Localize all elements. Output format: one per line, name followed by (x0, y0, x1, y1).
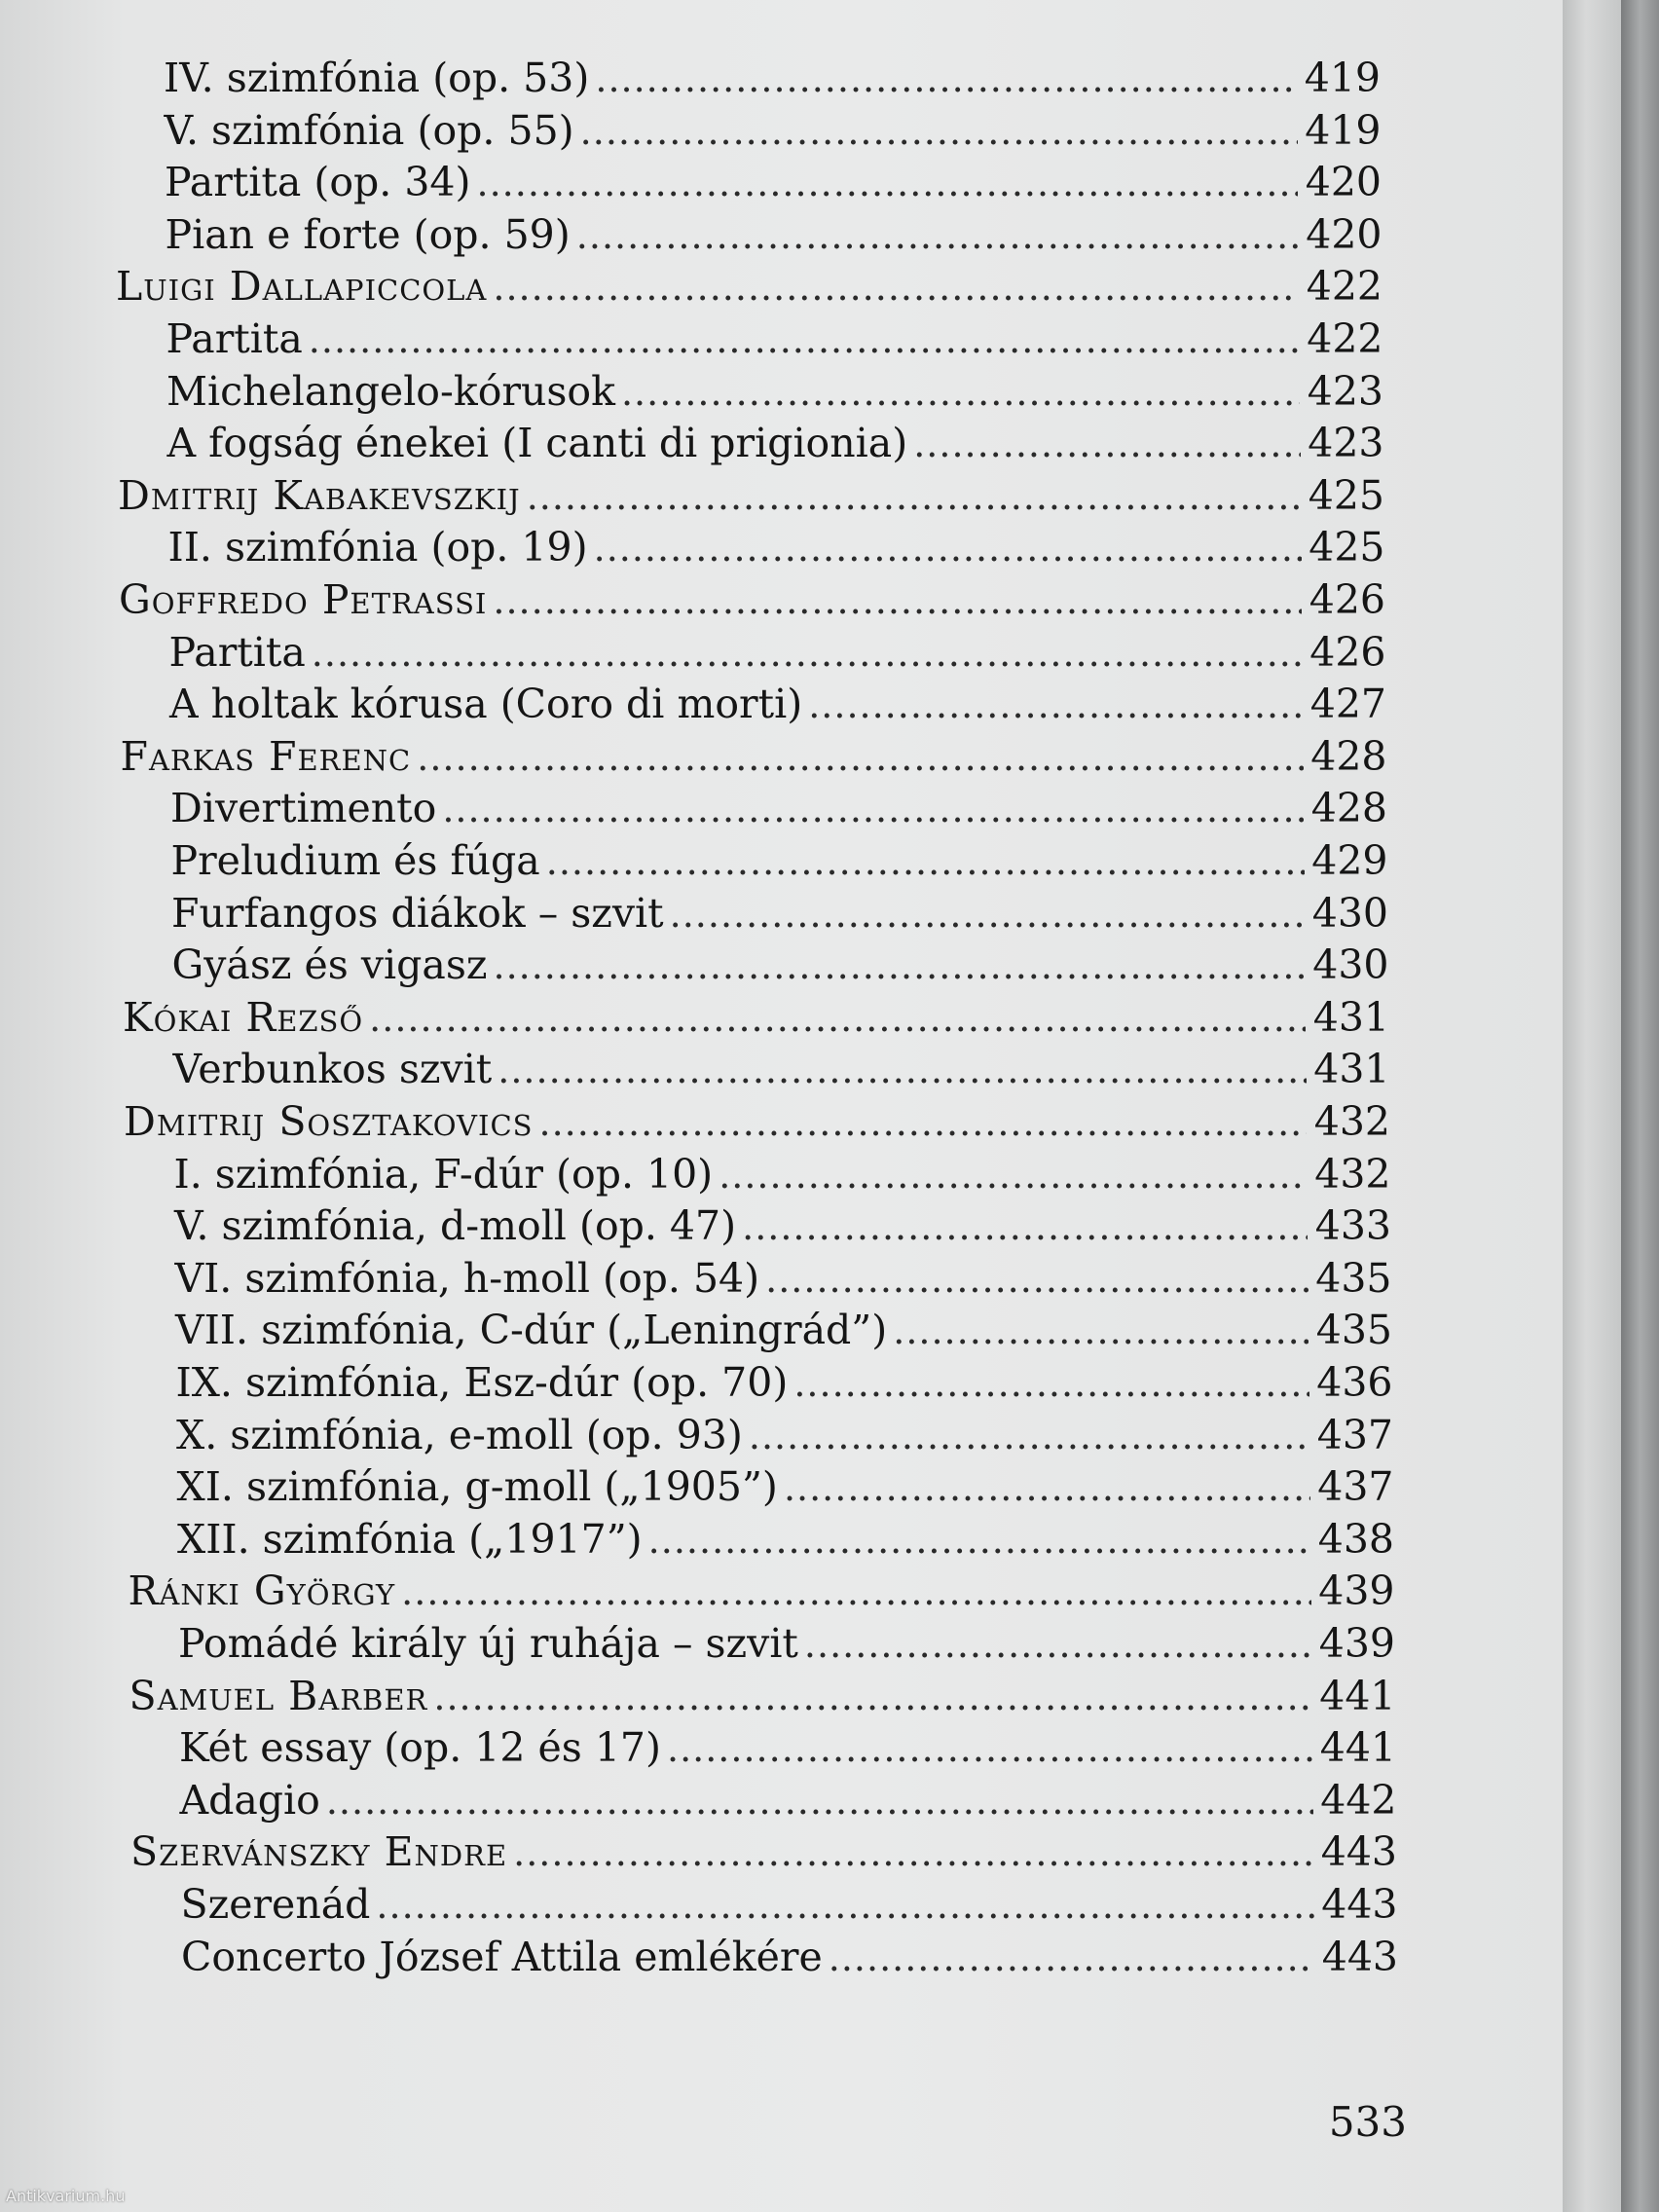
toc-entry-page: 423 (1308, 420, 1384, 467)
toc-entry-page: 423 (1307, 367, 1383, 415)
toc-entry-title: Verbunkos szvit (172, 1046, 493, 1093)
toc-work-row (166, 365, 1383, 418)
dot-leader (829, 1932, 1314, 1984)
toc-entry-title: Pian e forte (op. 59) (165, 210, 571, 258)
toc-work-row (174, 1148, 1391, 1200)
toc-author-row (130, 1825, 1397, 1878)
toc-work-row (180, 1774, 1397, 1826)
dot-leader (784, 1461, 1310, 1514)
toc-entry-page: 439 (1318, 1620, 1395, 1667)
toc-entry-title: Gyász és vigasz (171, 941, 488, 989)
toc-entry-page: 422 (1307, 315, 1383, 362)
toc-entry-page: 431 (1312, 993, 1389, 1041)
page-number: 533 (1328, 2098, 1407, 2146)
toc-entry-title: Pomádé király új ruhája – szvit (178, 1620, 798, 1667)
toc-entry-page: 442 (1320, 1776, 1397, 1824)
toc-author-row (129, 1670, 1396, 1722)
toc-entry-title: Samuel Barber (129, 1672, 428, 1719)
toc-entry-page: 428 (1310, 732, 1387, 780)
toc-entry-page: 430 (1312, 941, 1389, 989)
toc-work-row (171, 887, 1388, 940)
dot-leader (621, 366, 1300, 419)
toc-entry-title: V. szimfónia (op. 55) (164, 106, 574, 154)
toc-work-row (172, 939, 1389, 991)
dot-leader (742, 1200, 1308, 1253)
toc-entry-title: Partita (166, 315, 303, 362)
toc-work-row (179, 1721, 1396, 1774)
toc-entry-page: 443 (1321, 1881, 1398, 1928)
toc-entry-title: Ránki György (128, 1567, 396, 1615)
toc-work-row (173, 1043, 1390, 1095)
dot-leader (576, 209, 1299, 262)
toc-entry-page: 441 (1319, 1724, 1396, 1772)
toc-entry-page: 419 (1305, 106, 1382, 154)
toc-entry-page: 426 (1309, 576, 1385, 623)
toc-entry-title: Két essay (op. 12 és 17) (179, 1724, 661, 1772)
toc-entry-page: 425 (1308, 471, 1384, 519)
toc-work-row (166, 313, 1383, 365)
toc-entry-title: Divertimento (170, 785, 437, 832)
toc-work-row (174, 1199, 1391, 1252)
toc-entry-page: 435 (1315, 1307, 1392, 1354)
dot-leader (513, 1826, 1313, 1879)
toc-entry-title: Dmitrij Kabakevszkij (118, 471, 521, 519)
dot-leader (477, 157, 1299, 209)
toc-entry-title: XII. szimfónia („1917”) (177, 1515, 643, 1563)
toc-entry-title: IV. szimfónia (op. 53) (164, 55, 590, 101)
toc-entry-page: 422 (1306, 263, 1382, 311)
toc-entry-page: 430 (1311, 889, 1388, 937)
toc-work-row (167, 417, 1384, 469)
toc-work-row (164, 52, 1381, 104)
toc-entry-title: IX. szimfónia, Esz-dúr (op. 70) (175, 1359, 789, 1406)
toc-entry-title: VI. szimfónia, h-moll (op. 54) (174, 1254, 760, 1302)
toc-author-row (119, 573, 1385, 626)
dot-leader (667, 1722, 1312, 1775)
toc-entry-title: Michelangelo-kórusok (166, 367, 615, 415)
toc-entry-title: A holtak kórusa (Coro di morti) (169, 681, 803, 728)
toc-entry-page: 426 (1309, 628, 1386, 676)
toc-entry-page: 425 (1309, 524, 1385, 571)
toc-entry-page: 435 (1315, 1254, 1392, 1302)
toc-work-row (177, 1513, 1394, 1566)
toc-entry-page: 439 (1318, 1567, 1395, 1615)
dot-leader (913, 418, 1300, 470)
dot-leader (369, 992, 1306, 1045)
toc-author-row (123, 991, 1389, 1044)
dot-leader (493, 261, 1299, 313)
toc-entry-page: 431 (1313, 1046, 1390, 1093)
dot-leader (595, 53, 1297, 105)
toc-work-row (176, 1356, 1393, 1409)
toc-work-row (170, 782, 1387, 834)
toc-entry-title: Furfangos diákok – szvit (171, 889, 664, 937)
dot-leader (793, 1357, 1309, 1410)
toc-entry-title: Dmitrij Sosztakovics (124, 1098, 534, 1145)
toc-entry-page: 433 (1314, 1202, 1391, 1250)
toc-entry-page: 443 (1321, 1933, 1398, 1980)
toc-entry-page: 427 (1309, 681, 1386, 728)
dot-leader (804, 1618, 1311, 1671)
toc-entry-title: Partita (op. 34) (165, 159, 471, 206)
toc-entry-page: 419 (1304, 55, 1381, 101)
toc-author-row (121, 730, 1387, 783)
toc-author-row (118, 469, 1384, 522)
dot-leader (376, 1879, 1313, 1932)
dot-leader (670, 888, 1305, 940)
toc-entry-page: 420 (1306, 210, 1382, 258)
dot-leader (749, 1410, 1309, 1462)
dot-leader (594, 522, 1302, 574)
dot-leader (527, 470, 1301, 523)
dot-leader (893, 1305, 1309, 1357)
toc-entry-title: V. szimfónia, d-moll (op. 47) (174, 1202, 737, 1250)
toc-work-row (181, 1931, 1398, 1983)
toc-work-row (165, 156, 1382, 208)
dot-leader (442, 783, 1304, 835)
toc-entry-page: 437 (1316, 1411, 1393, 1458)
toc-work-row (177, 1460, 1394, 1513)
toc-work-row (168, 521, 1385, 573)
toc-work-row (175, 1304, 1392, 1356)
toc-entry-page: 429 (1311, 837, 1388, 884)
toc-entry-page: 432 (1313, 1098, 1390, 1145)
dot-leader (493, 940, 1305, 992)
toc-work-row (169, 678, 1386, 730)
toc-entry-page: 432 (1314, 1150, 1391, 1198)
toc-entry-title: A fogság énekei (I canti di prigionia) (166, 420, 908, 467)
dot-leader (401, 1566, 1310, 1618)
toc-work-row (176, 1409, 1393, 1461)
toc-author-row (129, 1565, 1395, 1617)
toc-entry-page: 436 (1316, 1359, 1393, 1406)
dot-leader (417, 731, 1303, 784)
toc-author-row (116, 260, 1382, 313)
toc-entry-page: 443 (1320, 1828, 1397, 1876)
dot-leader (765, 1253, 1308, 1306)
toc-work-row (165, 104, 1382, 157)
toc-entry-title: Concerto József Attila emlékére (181, 1933, 823, 1980)
toc-entry-title: Kókai Rezső (123, 993, 364, 1041)
dot-leader (433, 1671, 1311, 1723)
book-edge (1621, 0, 1659, 2212)
dot-leader (539, 1096, 1308, 1149)
toc-entry-page: 438 (1317, 1515, 1394, 1563)
toc-work-row (169, 626, 1386, 679)
toc-work-row (178, 1617, 1395, 1670)
dot-leader (312, 627, 1303, 680)
toc-work-row (166, 208, 1382, 261)
toc-work-row (181, 1878, 1398, 1931)
toc-work-row (175, 1252, 1392, 1305)
dot-leader (493, 574, 1302, 627)
toc-entry-title: Luigi Dallapiccola (116, 263, 488, 311)
dot-leader (808, 679, 1303, 731)
toc-entry-title: XI. szimfónia, g-moll („1905”) (176, 1463, 778, 1511)
toc-entry-title: Preludium és fúga (170, 837, 540, 884)
dot-leader (326, 1775, 1313, 1827)
toc-entry-title: Farkas Ferenc (120, 732, 412, 780)
dot-leader (309, 313, 1300, 366)
toc-entry-title: X. szimfónia, e-moll (op. 93) (176, 1411, 743, 1458)
dot-leader (580, 105, 1298, 158)
toc-entry-page: 428 (1310, 785, 1387, 832)
page-edge (1563, 0, 1621, 2212)
toc-entry-page: 437 (1317, 1463, 1394, 1511)
toc-entry-title: Partita (168, 628, 306, 676)
toc-entry-title: VII. szimfónia, C-dúr („Leningrád”) (175, 1307, 888, 1354)
dot-leader (648, 1514, 1310, 1567)
toc-entry-title: Goffredo Petrassi (119, 576, 488, 623)
toc-entry-page: 441 (1319, 1672, 1396, 1719)
toc-entry-title: Adagio (179, 1776, 320, 1824)
toc-entry-title: Szervánszky Endre (130, 1828, 508, 1876)
dot-leader (719, 1149, 1307, 1201)
watermark: Antikvarium.hu (6, 2187, 126, 2205)
toc-work-row (171, 834, 1388, 887)
toc-entry-page: 420 (1305, 159, 1382, 206)
dot-leader (546, 835, 1305, 888)
toc-author-row (124, 1095, 1390, 1148)
toc-entry-title: Szerenád (180, 1881, 371, 1928)
toc-entry-title: I. szimfónia, F-dúr (op. 10) (173, 1150, 714, 1198)
dot-leader (498, 1044, 1306, 1096)
toc-entry-title: II. szimfónia (op. 19) (167, 524, 588, 571)
